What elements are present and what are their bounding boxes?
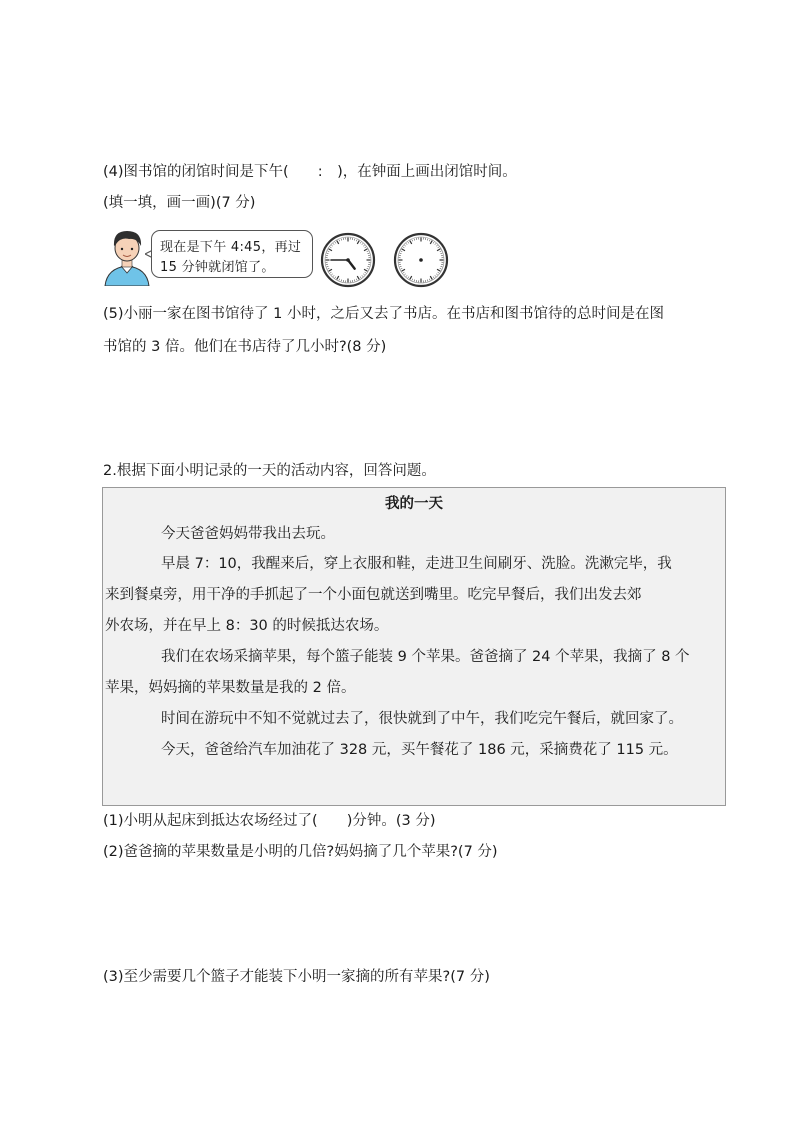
speech-bubble-line-2: 15 分钟就闭馆了。 (160, 260, 275, 275)
speech-bubble-line-1: 现在是下午 4:45，再过 (160, 240, 302, 255)
diary-line: 今天，爸爸给汽车加油花了 328 元，买午餐花了 186 元，采摘费花了 115 元。 (161, 742, 678, 758)
diary-line: 早晨 7：10，我醒来后，穿上衣服和鞋，走进卫生间刷牙、洗脸。洗漱完毕，我 (161, 556, 672, 572)
speech-bubble (151, 230, 313, 278)
question-4-line-2: (填一填，画一画)(7 分) (103, 195, 256, 211)
diary-line: 今天爸爸妈妈带我出去玩。 (161, 526, 335, 542)
clock-current-time (320, 232, 376, 288)
sub-question-3: (3)至少需要几个篮子才能装下小明一家摘的所有苹果?(7 分) (103, 969, 490, 985)
question-5-line-2: 书馆的 3 倍。他们在书店待了几小时?(8 分) (103, 339, 387, 355)
diary-box (102, 487, 726, 806)
question-5-line-1: (5)小丽一家在图书馆待了 1 小时，之后又去了书店。在书店和图书馆待的总时间是在图 (103, 306, 664, 322)
diary-line: 苹果，妈妈摘的苹果数量是我的 2 倍。 (105, 680, 356, 696)
diary-title: 我的一天 (385, 496, 443, 512)
sub-question-2: (2)爸爸摘的苹果数量是小明的几倍?妈妈摘了几个苹果?(7 分) (103, 844, 498, 860)
diary-line: 来到餐桌旁，用干净的手抓起了一个小面包就送到嘴里。吃完早餐后，我们出发去郊 (105, 587, 642, 603)
question-2-title: 2.根据下面小明记录的一天的活动内容，回答问题。 (103, 463, 436, 479)
question-4-line-1: (4)图书馆的闭馆时间是下午( : )，在钟面上画出闭馆时间。 (103, 164, 517, 180)
diary-line: 时间在游玩中不知不觉就过去了，很快就到了中午，我们吃完午餐后，就回家了。 (161, 711, 683, 727)
clock-center-dot (346, 258, 350, 262)
clock-center-dot (419, 258, 423, 262)
diary-line: 我们在农场采摘苹果，每个篮子能装 9 个苹果。爸爸摘了 24 个苹果，我摘了 8 个 (161, 649, 690, 665)
clock-blank-to-draw (393, 232, 449, 288)
sub-question-1: (1)小明从起床到抵达农场经过了( )分钟。(3 分) (103, 813, 436, 829)
diary-line: 外农场，并在早上 8：30 的时候抵达农场。 (105, 618, 389, 634)
question-4-illustration (101, 226, 461, 290)
